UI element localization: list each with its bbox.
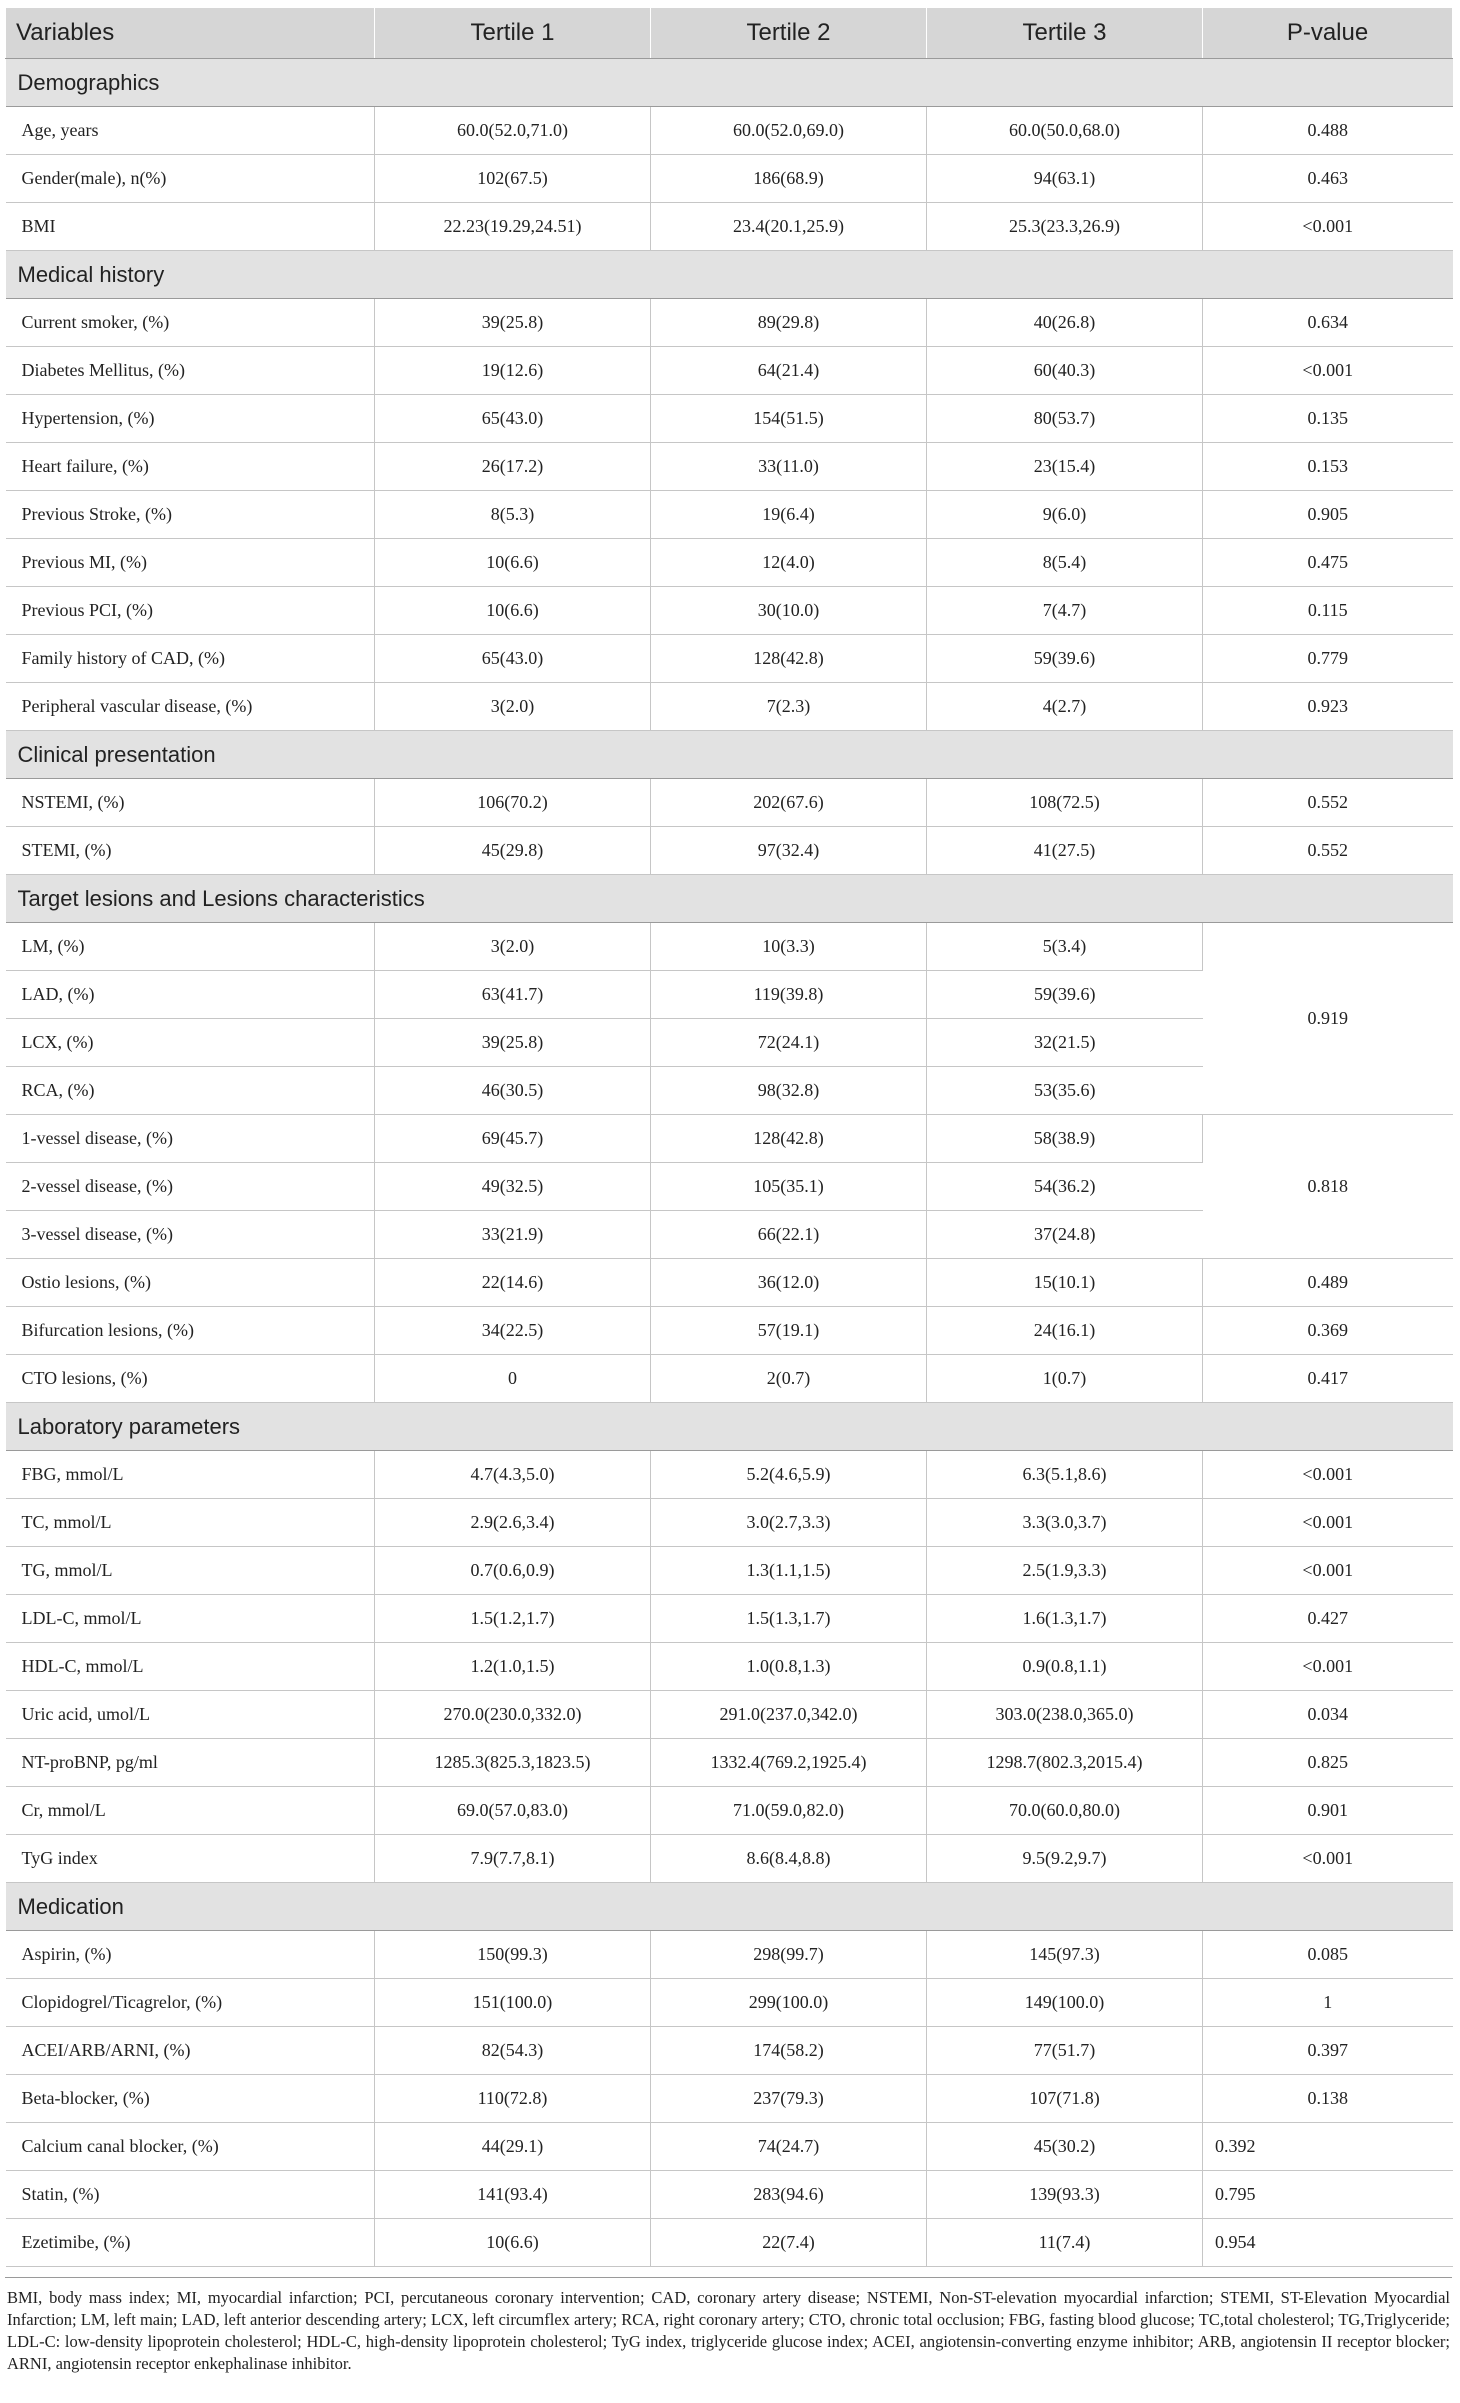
table-row bbox=[6, 539, 1453, 587]
p-value-cell: 0.417 bbox=[1203, 1355, 1453, 1403]
tertile-3-cell: 58(38.9) bbox=[927, 1115, 1203, 1163]
tertile-1-cell: 0.7(0.6,0.9) bbox=[375, 1547, 651, 1595]
variable-cell: Clopidogrel/Ticagrelor, (%) bbox=[6, 1979, 375, 2027]
variable-cell: ACEI/ARB/ARNI, (%) bbox=[6, 2027, 375, 2075]
variable-cell: Beta-blocker, (%) bbox=[6, 2075, 375, 2123]
p-value-cell: <0.001 bbox=[1203, 1547, 1453, 1595]
tertile-2-cell: 23.4(20.1,25.9) bbox=[651, 203, 927, 251]
tertile-1-cell: 8(5.3) bbox=[375, 491, 651, 539]
tertile-3-cell: 45(30.2) bbox=[927, 2123, 1203, 2171]
tertile-1-cell: 60.0(52.0,71.0) bbox=[375, 107, 651, 155]
p-value-cell: 0.905 bbox=[1203, 491, 1453, 539]
variable-cell: Aspirin, (%) bbox=[6, 1931, 375, 1979]
tertile-3-cell: 1.6(1.3,1.7) bbox=[927, 1595, 1203, 1643]
table-row bbox=[6, 395, 1453, 443]
variable-cell: Hypertension, (%) bbox=[6, 395, 375, 443]
tertile-3-cell: 4(2.7) bbox=[927, 683, 1203, 731]
p-value-cell: <0.001 bbox=[1203, 1499, 1453, 1547]
tertile-3-cell: 5(3.4) bbox=[927, 923, 1203, 971]
variable-cell: TC, mmol/L bbox=[6, 1499, 375, 1547]
tertile-1-cell: 1285.3(825.3,1823.5) bbox=[375, 1739, 651, 1787]
p-value-cell: <0.001 bbox=[1203, 347, 1453, 395]
tertile-1-cell: 49(32.5) bbox=[375, 1163, 651, 1211]
table-row bbox=[6, 1547, 1453, 1595]
table-row bbox=[6, 2171, 1453, 2219]
variable-cell: Previous MI, (%) bbox=[6, 539, 375, 587]
variable-cell: Family history of CAD, (%) bbox=[6, 635, 375, 683]
tertile-1-cell: 110(72.8) bbox=[375, 2075, 651, 2123]
variable-cell: Statin, (%) bbox=[6, 2171, 375, 2219]
table-row bbox=[6, 1259, 1453, 1307]
tertile-2-cell: 202(67.6) bbox=[651, 779, 927, 827]
tertile-1-cell: 19(12.6) bbox=[375, 347, 651, 395]
table-row bbox=[6, 491, 1453, 539]
tertile-2-cell: 237(79.3) bbox=[651, 2075, 927, 2123]
tertile-3-cell: 80(53.7) bbox=[927, 395, 1203, 443]
header-row bbox=[6, 8, 1453, 59]
tertile-2-cell: 19(6.4) bbox=[651, 491, 927, 539]
table-container bbox=[5, 7, 1452, 2375]
tertile-3-cell: 7(4.7) bbox=[927, 587, 1203, 635]
tertile-3-cell: 6.3(5.1,8.6) bbox=[927, 1451, 1203, 1499]
p-value-cell: 0.552 bbox=[1203, 779, 1453, 827]
tertile-1-cell: 69(45.7) bbox=[375, 1115, 651, 1163]
tertile-1-cell: 151(100.0) bbox=[375, 1979, 651, 2027]
variable-cell: LCX, (%) bbox=[6, 1019, 375, 1067]
tertile-2-cell: 12(4.0) bbox=[651, 539, 927, 587]
section-label: Demographics bbox=[6, 59, 1453, 107]
variable-cell: Age, years bbox=[6, 107, 375, 155]
p-value-cell: 0.818 bbox=[1203, 1115, 1453, 1259]
tertile-3-cell: 41(27.5) bbox=[927, 827, 1203, 875]
tertile-3-cell: 94(63.1) bbox=[927, 155, 1203, 203]
section-label: Target lesions and Lesions characteristics bbox=[6, 875, 1453, 923]
variable-cell: Uric acid, umol/L bbox=[6, 1691, 375, 1739]
table-row bbox=[6, 155, 1453, 203]
table-row bbox=[6, 1355, 1453, 1403]
tertile-1-cell: 69.0(57.0,83.0) bbox=[375, 1787, 651, 1835]
tertile-2-cell: 119(39.8) bbox=[651, 971, 927, 1019]
tertile-3-cell: 139(93.3) bbox=[927, 2171, 1203, 2219]
table-row bbox=[6, 1787, 1453, 1835]
tertile-3-cell: 145(97.3) bbox=[927, 1931, 1203, 1979]
table-row bbox=[6, 1451, 1453, 1499]
variable-cell: TG, mmol/L bbox=[6, 1547, 375, 1595]
header-tertile-3: Tertile 3 bbox=[927, 8, 1203, 59]
tertile-2-cell: 74(24.7) bbox=[651, 2123, 927, 2171]
header-tertile-2: Tertile 2 bbox=[651, 8, 927, 59]
table-row bbox=[6, 1835, 1453, 1883]
tertile-2-cell: 174(58.2) bbox=[651, 2027, 927, 2075]
table-row bbox=[6, 1931, 1453, 1979]
tertile-2-cell: 8.6(8.4,8.8) bbox=[651, 1835, 927, 1883]
tertile-2-cell: 33(11.0) bbox=[651, 443, 927, 491]
tertile-2-cell: 71.0(59.0,82.0) bbox=[651, 1787, 927, 1835]
p-value-cell: 0.135 bbox=[1203, 395, 1453, 443]
p-value-cell: 0.397 bbox=[1203, 2027, 1453, 2075]
variable-cell: Previous Stroke, (%) bbox=[6, 491, 375, 539]
p-value-cell: 0.115 bbox=[1203, 587, 1453, 635]
p-value-cell: 0.779 bbox=[1203, 635, 1453, 683]
table-footnote: BMI, body mass index; MI, myocardial infarction; PCI, percutaneous coronary intervention; CAD, coronary artery disease; NSTEMI, Non-ST-elevation myocardial infarction; STEMI, ST-Elevation Myocardial Infarction; LM, left main; LAD, left anterior descending artery; LCX, left circumflex artery; RCA, right coronary artery; CTO, chronic total occlusion; FBG, fasting blood glucose; TC,total cholesterol; TG,Triglyceride; LDL-C: low-density lipoprotein cholesterol; HDL-C, high-density lipoprotein cholesterol; TyG index, triglyceride glucose index; ACEI, angiotensin-converting enzyme inhibitor; ARB, angiotensin II receptor blocker; ARNI, angiotensin receptor enkephalinase inhibitor. bbox=[5, 2277, 1452, 2375]
section-row bbox=[6, 251, 1453, 299]
p-value-cell: 0.795 bbox=[1203, 2171, 1453, 2219]
p-value-cell: 0.475 bbox=[1203, 539, 1453, 587]
variable-cell: STEMI, (%) bbox=[6, 827, 375, 875]
table-row bbox=[6, 203, 1453, 251]
tertile-3-cell: 108(72.5) bbox=[927, 779, 1203, 827]
table-row bbox=[6, 1499, 1453, 1547]
variable-cell: Calcium canal blocker, (%) bbox=[6, 2123, 375, 2171]
section-label: Laboratory parameters bbox=[6, 1403, 1453, 1451]
table-row bbox=[6, 1595, 1453, 1643]
variable-cell: LAD, (%) bbox=[6, 971, 375, 1019]
p-value-cell: 0.085 bbox=[1203, 1931, 1453, 1979]
tertile-2-cell: 10(3.3) bbox=[651, 923, 927, 971]
tertile-1-cell: 4.7(4.3,5.0) bbox=[375, 1451, 651, 1499]
tertile-3-cell: 8(5.4) bbox=[927, 539, 1203, 587]
p-value-cell: 0.634 bbox=[1203, 299, 1453, 347]
tertile-3-cell: 54(36.2) bbox=[927, 1163, 1203, 1211]
tertile-1-cell: 22(14.6) bbox=[375, 1259, 651, 1307]
variable-cell: HDL-C, mmol/L bbox=[6, 1643, 375, 1691]
p-value-cell: <0.001 bbox=[1203, 1451, 1453, 1499]
table-row bbox=[6, 2219, 1453, 2267]
section-row bbox=[6, 1403, 1453, 1451]
variable-cell: Bifurcation lesions, (%) bbox=[6, 1307, 375, 1355]
tertile-3-cell: 15(10.1) bbox=[927, 1259, 1203, 1307]
tertile-2-cell: 7(2.3) bbox=[651, 683, 927, 731]
tertile-3-cell: 77(51.7) bbox=[927, 2027, 1203, 2075]
tertile-2-cell: 3.0(2.7,3.3) bbox=[651, 1499, 927, 1547]
table-row bbox=[6, 1307, 1453, 1355]
section-row bbox=[6, 1883, 1453, 1931]
variable-cell: RCA, (%) bbox=[6, 1067, 375, 1115]
tertile-2-cell: 30(10.0) bbox=[651, 587, 927, 635]
tertile-3-cell: 1298.7(802.3,2015.4) bbox=[927, 1739, 1203, 1787]
section-row bbox=[6, 59, 1453, 107]
tertile-1-cell: 82(54.3) bbox=[375, 2027, 651, 2075]
table-row bbox=[6, 1115, 1453, 1163]
section-label: Clinical presentation bbox=[6, 731, 1453, 779]
tertile-3-cell: 303.0(238.0,365.0) bbox=[927, 1691, 1203, 1739]
table-row bbox=[6, 2027, 1453, 2075]
tertile-2-cell: 1332.4(769.2,1925.4) bbox=[651, 1739, 927, 1787]
tertile-3-cell: 107(71.8) bbox=[927, 2075, 1203, 2123]
table-row bbox=[6, 635, 1453, 683]
tertile-2-cell: 283(94.6) bbox=[651, 2171, 927, 2219]
tertile-1-cell: 45(29.8) bbox=[375, 827, 651, 875]
tertile-2-cell: 22(7.4) bbox=[651, 2219, 927, 2267]
p-value-cell: 0.919 bbox=[1203, 923, 1453, 1115]
variable-cell: FBG, mmol/L bbox=[6, 1451, 375, 1499]
tertile-1-cell: 65(43.0) bbox=[375, 635, 651, 683]
p-value-cell: 0.489 bbox=[1203, 1259, 1453, 1307]
tertile-2-cell: 66(22.1) bbox=[651, 1211, 927, 1259]
table-row bbox=[6, 1739, 1453, 1787]
tertile-3-cell: 3.3(3.0,3.7) bbox=[927, 1499, 1203, 1547]
tertile-3-cell: 32(21.5) bbox=[927, 1019, 1203, 1067]
tertile-1-cell: 63(41.7) bbox=[375, 971, 651, 1019]
section-label: Medication bbox=[6, 1883, 1453, 1931]
tertile-1-cell: 26(17.2) bbox=[375, 443, 651, 491]
table-row bbox=[6, 827, 1453, 875]
p-value-cell: 0.825 bbox=[1203, 1739, 1453, 1787]
tertile-3-cell: 0.9(0.8,1.1) bbox=[927, 1643, 1203, 1691]
p-value-cell: 0.427 bbox=[1203, 1595, 1453, 1643]
header-p-value: P-value bbox=[1203, 8, 1453, 59]
variable-cell: Cr, mmol/L bbox=[6, 1787, 375, 1835]
variable-cell: Diabetes Mellitus, (%) bbox=[6, 347, 375, 395]
tertile-1-cell: 1.2(1.0,1.5) bbox=[375, 1643, 651, 1691]
table-row bbox=[6, 587, 1453, 635]
p-value-cell: 0.488 bbox=[1203, 107, 1453, 155]
tertile-1-cell: 270.0(230.0,332.0) bbox=[375, 1691, 651, 1739]
table-row bbox=[6, 2075, 1453, 2123]
header-tertile-1: Tertile 1 bbox=[375, 8, 651, 59]
variable-cell: Gender(male), n(%) bbox=[6, 155, 375, 203]
tertile-2-cell: 1.5(1.3,1.7) bbox=[651, 1595, 927, 1643]
section-label: Medical history bbox=[6, 251, 1453, 299]
tertile-1-cell: 65(43.0) bbox=[375, 395, 651, 443]
section-row bbox=[6, 875, 1453, 923]
tertile-2-cell: 98(32.8) bbox=[651, 1067, 927, 1115]
tertile-1-cell: 141(93.4) bbox=[375, 2171, 651, 2219]
table-row bbox=[6, 107, 1453, 155]
tertile-3-cell: 59(39.6) bbox=[927, 971, 1203, 1019]
tertile-1-cell: 7.9(7.7,8.1) bbox=[375, 1835, 651, 1883]
tertile-2-cell: 1.3(1.1,1.5) bbox=[651, 1547, 927, 1595]
tertile-1-cell: 102(67.5) bbox=[375, 155, 651, 203]
variable-cell: NT-proBNP, pg/ml bbox=[6, 1739, 375, 1787]
tertile-1-cell: 46(30.5) bbox=[375, 1067, 651, 1115]
table-row bbox=[6, 1691, 1453, 1739]
p-value-cell: 0.369 bbox=[1203, 1307, 1453, 1355]
table-body bbox=[6, 59, 1453, 2267]
tertile-1-cell: 22.23(19.29,24.51) bbox=[375, 203, 651, 251]
variable-cell: 2-vessel disease, (%) bbox=[6, 1163, 375, 1211]
tertile-2-cell: 5.2(4.6,5.9) bbox=[651, 1451, 927, 1499]
table-row bbox=[6, 923, 1453, 971]
p-value-cell: 0.138 bbox=[1203, 2075, 1453, 2123]
tertile-2-cell: 128(42.8) bbox=[651, 1115, 927, 1163]
tertile-2-cell: 36(12.0) bbox=[651, 1259, 927, 1307]
tertile-1-cell: 3(2.0) bbox=[375, 923, 651, 971]
tertile-1-cell: 10(6.6) bbox=[375, 2219, 651, 2267]
variable-cell: LM, (%) bbox=[6, 923, 375, 971]
tertile-3-cell: 59(39.6) bbox=[927, 635, 1203, 683]
tertile-3-cell: 9(6.0) bbox=[927, 491, 1203, 539]
p-value-cell: 0.034 bbox=[1203, 1691, 1453, 1739]
variable-cell: Heart failure, (%) bbox=[6, 443, 375, 491]
variable-cell: NSTEMI, (%) bbox=[6, 779, 375, 827]
tertile-2-cell: 97(32.4) bbox=[651, 827, 927, 875]
tertile-1-cell: 0 bbox=[375, 1355, 651, 1403]
tertile-3-cell: 60(40.3) bbox=[927, 347, 1203, 395]
header-variables: Variables bbox=[6, 8, 375, 59]
table-row bbox=[6, 1979, 1453, 2027]
p-value-cell: <0.001 bbox=[1203, 203, 1453, 251]
p-value-cell: 0.552 bbox=[1203, 827, 1453, 875]
p-value-cell: 0.153 bbox=[1203, 443, 1453, 491]
table-row bbox=[6, 683, 1453, 731]
tertile-2-cell: 72(24.1) bbox=[651, 1019, 927, 1067]
tertile-2-cell: 64(21.4) bbox=[651, 347, 927, 395]
variable-cell: 3-vessel disease, (%) bbox=[6, 1211, 375, 1259]
tertile-3-cell: 70.0(60.0,80.0) bbox=[927, 1787, 1203, 1835]
tertile-1-cell: 10(6.6) bbox=[375, 539, 651, 587]
table-row bbox=[6, 299, 1453, 347]
table-row bbox=[6, 347, 1453, 395]
variable-cell: CTO lesions, (%) bbox=[6, 1355, 375, 1403]
p-value-cell: <0.001 bbox=[1203, 1835, 1453, 1883]
tertile-2-cell: 154(51.5) bbox=[651, 395, 927, 443]
tertile-3-cell: 149(100.0) bbox=[927, 1979, 1203, 2027]
section-row bbox=[6, 731, 1453, 779]
tertile-1-cell: 33(21.9) bbox=[375, 1211, 651, 1259]
tertile-1-cell: 3(2.0) bbox=[375, 683, 651, 731]
tertile-3-cell: 37(24.8) bbox=[927, 1211, 1203, 1259]
variable-cell: 1-vessel disease, (%) bbox=[6, 1115, 375, 1163]
tertile-2-cell: 186(68.9) bbox=[651, 155, 927, 203]
tertile-3-cell: 40(26.8) bbox=[927, 299, 1203, 347]
tertile-2-cell: 128(42.8) bbox=[651, 635, 927, 683]
tertile-1-cell: 10(6.6) bbox=[375, 587, 651, 635]
tertile-1-cell: 1.5(1.2,1.7) bbox=[375, 1595, 651, 1643]
variable-cell: Previous PCI, (%) bbox=[6, 587, 375, 635]
p-value-cell: 0.923 bbox=[1203, 683, 1453, 731]
tertile-1-cell: 150(99.3) bbox=[375, 1931, 651, 1979]
tertile-1-cell: 39(25.8) bbox=[375, 299, 651, 347]
tertile-2-cell: 1.0(0.8,1.3) bbox=[651, 1643, 927, 1691]
tertile-2-cell: 57(19.1) bbox=[651, 1307, 927, 1355]
tertile-1-cell: 2.9(2.6,3.4) bbox=[375, 1499, 651, 1547]
variable-cell: TyG index bbox=[6, 1835, 375, 1883]
tertile-3-cell: 24(16.1) bbox=[927, 1307, 1203, 1355]
tertile-2-cell: 105(35.1) bbox=[651, 1163, 927, 1211]
variable-cell: LDL-C, mmol/L bbox=[6, 1595, 375, 1643]
p-value-cell: 0.901 bbox=[1203, 1787, 1453, 1835]
tertile-2-cell: 299(100.0) bbox=[651, 1979, 927, 2027]
p-value-cell: 0.392 bbox=[1203, 2123, 1453, 2171]
tertile-3-cell: 25.3(23.3,26.9) bbox=[927, 203, 1203, 251]
tertile-3-cell: 2.5(1.9,3.3) bbox=[927, 1547, 1203, 1595]
table-row bbox=[6, 779, 1453, 827]
p-value-cell: 0.954 bbox=[1203, 2219, 1453, 2267]
table-row bbox=[6, 2123, 1453, 2171]
tertile-3-cell: 53(35.6) bbox=[927, 1067, 1203, 1115]
p-value-cell: 0.463 bbox=[1203, 155, 1453, 203]
variable-cell: Ostio lesions, (%) bbox=[6, 1259, 375, 1307]
variable-cell: Peripheral vascular disease, (%) bbox=[6, 683, 375, 731]
tertile-1-cell: 44(29.1) bbox=[375, 2123, 651, 2171]
tertile-2-cell: 298(99.7) bbox=[651, 1931, 927, 1979]
table-row bbox=[6, 1643, 1453, 1691]
tertile-3-cell: 1(0.7) bbox=[927, 1355, 1203, 1403]
variable-cell: BMI bbox=[6, 203, 375, 251]
tertile-3-cell: 11(7.4) bbox=[927, 2219, 1203, 2267]
table-row bbox=[6, 443, 1453, 491]
tertile-1-cell: 34(22.5) bbox=[375, 1307, 651, 1355]
tertile-2-cell: 60.0(52.0,69.0) bbox=[651, 107, 927, 155]
p-value-cell: 1 bbox=[1203, 1979, 1453, 2027]
variable-cell: Current smoker, (%) bbox=[6, 299, 375, 347]
tertile-2-cell: 2(0.7) bbox=[651, 1355, 927, 1403]
tertile-3-cell: 60.0(50.0,68.0) bbox=[927, 107, 1203, 155]
tertile-2-cell: 291.0(237.0,342.0) bbox=[651, 1691, 927, 1739]
tertile-2-cell: 89(29.8) bbox=[651, 299, 927, 347]
baseline-characteristics-table bbox=[5, 7, 1453, 2267]
tertile-1-cell: 106(70.2) bbox=[375, 779, 651, 827]
tertile-3-cell: 9.5(9.2,9.7) bbox=[927, 1835, 1203, 1883]
variable-cell: Ezetimibe, (%) bbox=[6, 2219, 375, 2267]
p-value-cell: <0.001 bbox=[1203, 1643, 1453, 1691]
tertile-1-cell: 39(25.8) bbox=[375, 1019, 651, 1067]
tertile-3-cell: 23(15.4) bbox=[927, 443, 1203, 491]
